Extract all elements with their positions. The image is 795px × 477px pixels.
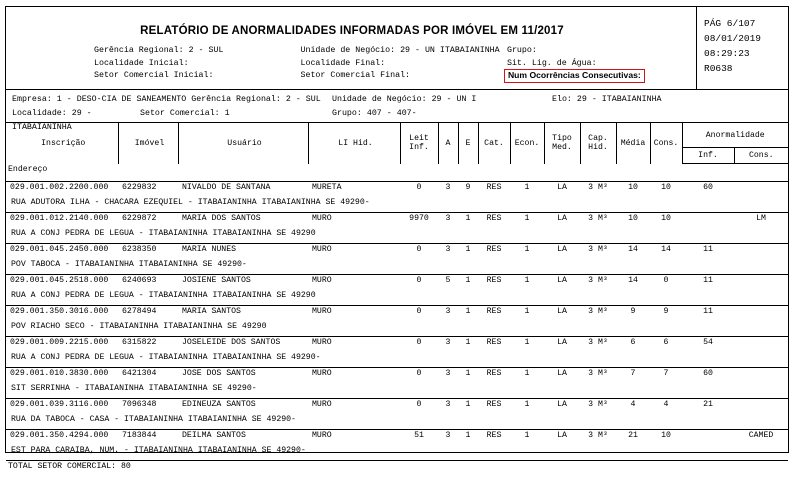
cell-anom-cons: [734, 399, 788, 415]
field-setor-comercial-final: Setor Comercial Final:: [300, 70, 506, 84]
cell-anom-inf: 11: [682, 244, 734, 260]
cell-imovel: 6229872: [118, 213, 178, 229]
col-anormalidade-inf: Inf.: [682, 148, 734, 164]
cell-tipo-med: LA: [544, 430, 580, 446]
cell-anom-inf: [682, 430, 734, 446]
report-frame: [5, 6, 789, 453]
cell-tipo-med: LA: [544, 275, 580, 291]
cell-cat: RES: [478, 306, 510, 322]
cell-econ: 1: [510, 399, 544, 415]
cell-cat: RES: [478, 337, 510, 353]
cell-a: 5: [438, 275, 458, 291]
table-row[interactable]: [6, 213, 788, 229]
cell-media: 14: [616, 244, 650, 260]
cell-anom-inf: 21: [682, 399, 734, 415]
cell-usuario: JOSIENE SANTOS: [178, 275, 308, 291]
subheader-empresa-gerencia: [12, 93, 332, 107]
cell-cat: RES: [478, 275, 510, 291]
cell-anom-inf: [682, 213, 734, 229]
cell-cat: RES: [478, 368, 510, 384]
report-header: [6, 7, 788, 90]
cell-a: 3: [438, 368, 458, 384]
col-leit-inf-line1: Leit Inf.: [403, 134, 436, 152]
cell-inscricao: 029.001.009.2215.000: [6, 337, 118, 353]
cell-cat: RES: [478, 430, 510, 446]
cell-anom-cons: CAMED: [734, 430, 788, 446]
cell-leit-inf: 0: [400, 244, 438, 260]
anomalies-table: [6, 123, 788, 477]
cell-a: 3: [438, 430, 458, 446]
cell-cons: 7: [650, 368, 682, 384]
cell-li-hid: MURETA: [308, 182, 400, 198]
cell-li-hid: MURO: [308, 337, 400, 353]
field-localidade-inicial: Localidade Inicial:: [94, 58, 300, 71]
cell-cap-hid: 3 M³: [580, 213, 616, 229]
cell-endereco: RUA A CONJ PEDRA DE LEGUA - ITABAIANINHA ITABAIANINHA SE 49290: [6, 290, 788, 306]
cell-usuario: JOSE DOS SANTOS: [178, 368, 308, 384]
subheader-empresa: Empresa: 1 - DESO-CIA DE SANEAMENTO: [12, 95, 186, 104]
field-num-ocorrencias-consecutivas-highlight: Num Ocorrências Consecutivas:: [504, 69, 645, 83]
cell-inscricao: 029.001.012.2140.000: [6, 213, 118, 229]
cell-e: 1: [458, 337, 478, 353]
cell-anom-inf: 11: [682, 306, 734, 322]
cell-econ: 1: [510, 337, 544, 353]
cell-endereco: RUA DA TABOCA - CASA - ITABAIANINHA ITABAIANINHA SE 49290-: [6, 414, 788, 430]
cell-cat: RES: [478, 213, 510, 229]
col-imovel: Imóvel: [118, 123, 178, 164]
cell-leit-inf: 9970: [400, 213, 438, 229]
table-row-address: [6, 197, 788, 213]
cell-usuario: EDINEUZA SANTOS: [178, 399, 308, 415]
table-row-address: [6, 321, 788, 337]
cell-usuario: MARIA NUNES: [178, 244, 308, 260]
table-header-endereco-row: [6, 164, 788, 182]
cell-cap-hid: 3 M³: [580, 244, 616, 260]
table-row[interactable]: [6, 399, 788, 415]
cell-endereco: RUA A CONJ PEDRA DE LEGUA - ITABAIANINHA ITABAIANINHA SE 49290-: [6, 352, 788, 368]
cell-a: 3: [438, 244, 458, 260]
cell-tipo-med: LA: [544, 306, 580, 322]
table-row[interactable]: [6, 306, 788, 322]
cell-e: 1: [458, 244, 478, 260]
cell-anom-inf: 60: [682, 368, 734, 384]
cell-anom-cons: LM: [734, 213, 788, 229]
cell-media: 14: [616, 275, 650, 291]
cell-li-hid: MURO: [308, 399, 400, 415]
table-row-address: [6, 290, 788, 306]
cell-leit-inf: 0: [400, 306, 438, 322]
field-gerencia-regional: Gerência Regional: 2 - SUL: [94, 45, 300, 58]
cell-imovel: 6238350: [118, 244, 178, 260]
cell-econ: 1: [510, 275, 544, 291]
col-e: E: [458, 123, 478, 164]
cell-econ: 1: [510, 182, 544, 198]
cell-li-hid: MURO: [308, 306, 400, 322]
table-row[interactable]: [6, 275, 788, 291]
cell-econ: 1: [510, 368, 544, 384]
cell-li-hid: MURO: [308, 368, 400, 384]
cell-e: 1: [458, 306, 478, 322]
cell-imovel: 6278494: [118, 306, 178, 322]
cell-imovel: 6421304: [118, 368, 178, 384]
cell-a: 3: [438, 306, 458, 322]
cell-e: 1: [458, 275, 478, 291]
cell-anom-inf: 54: [682, 337, 734, 353]
cell-anom-inf: 11: [682, 275, 734, 291]
subheader-grupo: Grupo: 407 - 407-: [332, 107, 532, 135]
cell-endereco: POV TABOCA - ITABAIANINHA ITABAIANINHA SE 49290-: [6, 259, 788, 275]
table-row-address: [6, 445, 788, 461]
cell-cap-hid: 3 M³: [580, 399, 616, 415]
cell-cons: 10: [650, 430, 682, 446]
report-code: R0638: [704, 61, 788, 76]
cell-cap-hid: 3 M³: [580, 430, 616, 446]
cell-cons: 10: [650, 213, 682, 229]
cell-tipo-med: LA: [544, 368, 580, 384]
header-meta-box: [696, 7, 788, 89]
cell-cons: 6: [650, 337, 682, 353]
cell-cons: 14: [650, 244, 682, 260]
cell-cons: 9: [650, 306, 682, 322]
cell-endereco: POV RIACHO SECO - ITABAIANINHA ITABAIANINHA SE 49290: [6, 321, 788, 337]
cell-e: 1: [458, 368, 478, 384]
page-number: PÁG 6/107: [704, 16, 788, 31]
col-anormalidade-cons: Cons.: [734, 148, 788, 164]
cell-e: 1: [458, 430, 478, 446]
col-tipo-med: Tipo Med.: [544, 123, 580, 164]
report-time: 08:29:23: [704, 46, 788, 61]
cell-a: 3: [438, 399, 458, 415]
cell-anom-cons: [734, 275, 788, 291]
cell-li-hid: MURO: [308, 244, 400, 260]
col-cap-hid: Cap. Hid.: [580, 123, 616, 164]
cell-tipo-med: LA: [544, 337, 580, 353]
cell-cons: 4: [650, 399, 682, 415]
cell-econ: 1: [510, 244, 544, 260]
subheader-elo: Elo: 29 - ITABAIANINHA: [552, 93, 752, 107]
field-unidade-negocio: Unidade de Negócio: 29 - UN ITABAIANINHA: [300, 45, 506, 58]
report-subheader: [6, 90, 788, 123]
cell-imovel: 7096348: [118, 399, 178, 415]
cell-anom-cons: [734, 368, 788, 384]
cell-usuario: JOSELEIDE DOS SANTOS: [178, 337, 308, 353]
field-grupo: Grupo:: [507, 45, 693, 58]
cell-e: 9: [458, 182, 478, 198]
cell-cap-hid: 3 M³: [580, 368, 616, 384]
cell-tipo-med: LA: [544, 244, 580, 260]
cell-econ: 1: [510, 213, 544, 229]
col-cat: Cat.: [478, 123, 510, 164]
col-usuario: Usuário: [178, 123, 308, 164]
cell-anom-cons: [734, 244, 788, 260]
table-row[interactable]: [6, 430, 788, 446]
cell-usuario: NIVALDO DE SANTANA: [178, 182, 308, 198]
cell-media: 9: [616, 306, 650, 322]
subheader-unidade-negocio: Unidade de Negócio: 29 - UN I: [332, 93, 552, 107]
cell-a: 3: [438, 213, 458, 229]
subheader-setor-comercial: Setor Comercial: 1: [140, 107, 332, 135]
col-econ: Econ.: [510, 123, 544, 164]
cell-li-hid: MURO: [308, 430, 400, 446]
cell-usuario: MARIA DOS SANTOS: [178, 213, 308, 229]
header-filter-fields: [6, 45, 693, 84]
field-sit-lig-agua: Sit. Lig. de Água:: [507, 58, 693, 71]
cell-imovel: 6229832: [118, 182, 178, 198]
col-inscricao: Inscrição: [6, 123, 118, 164]
cell-leit-inf: 0: [400, 368, 438, 384]
cell-media: 21: [616, 430, 650, 446]
cell-econ: 1: [510, 430, 544, 446]
cell-inscricao: 029.001.010.3830.000: [6, 368, 118, 384]
table-row-address: [6, 414, 788, 430]
cell-tipo-med: LA: [544, 213, 580, 229]
cell-a: 3: [438, 337, 458, 353]
cell-cat: RES: [478, 399, 510, 415]
subheader-localidade: Localidade: 29 - ITABAIANINHA: [12, 107, 140, 135]
cell-media: 6: [616, 337, 650, 353]
cell-cat: RES: [478, 182, 510, 198]
cell-media: 7: [616, 368, 650, 384]
cell-leit-inf: 0: [400, 182, 438, 198]
table-row-address: [6, 383, 788, 399]
field-setor-comercial-inicial: Setor Comercial Inicial:: [94, 70, 300, 84]
cell-econ: 1: [510, 306, 544, 322]
col-li-hid: LI Hid.: [308, 123, 400, 164]
page-title: RELATÓRIO DE ANORMALIDADES INFORMADAS POR IMÓVEL EM 11/2017: [6, 25, 788, 37]
col-media: Média: [616, 123, 650, 164]
cell-leit-inf: 0: [400, 275, 438, 291]
cell-endereco: SIT SERRINHA - ITABAIANINHA ITABAIANINHA SE 49290-: [6, 383, 788, 399]
table-row-address: [6, 352, 788, 368]
cell-cap-hid: 3 M³: [580, 337, 616, 353]
col-cons: Cons.: [650, 123, 682, 164]
cell-usuario: MARIA SANTOS: [178, 306, 308, 322]
cell-cons: 0: [650, 275, 682, 291]
col-a: A: [438, 123, 458, 164]
cell-cap-hid: 3 M³: [580, 306, 616, 322]
cell-leit-inf: 51: [400, 430, 438, 446]
cell-anom-cons: [734, 182, 788, 198]
cell-endereco: RUA A CONJ PEDRA DE LEGUA - ITABAIANINHA ITABAIANINHA SE 49290: [6, 228, 788, 244]
cell-anom-cons: [734, 306, 788, 322]
cell-cat: RES: [478, 244, 510, 260]
cell-cons: 10: [650, 182, 682, 198]
cell-inscricao: 029.001.002.2200.000: [6, 182, 118, 198]
cell-leit-inf: 0: [400, 399, 438, 415]
cell-inscricao: 029.001.045.2518.000: [6, 275, 118, 291]
cell-anom-inf: 60: [682, 182, 734, 198]
table-row-address: [6, 228, 788, 244]
cell-imovel: 6240693: [118, 275, 178, 291]
cell-inscricao: 029.001.045.2450.000: [6, 244, 118, 260]
cell-tipo-med: LA: [544, 182, 580, 198]
col-anormalidade: Anormalidade: [682, 123, 788, 148]
table-total-row: [6, 461, 788, 477]
total-setor-comercial: TOTAL SETOR COMERCIAL: 80: [6, 461, 788, 477]
cell-cap-hid: 3 M³: [580, 275, 616, 291]
cell-endereco: RUA ADUTORA ILHA - CHACARA EZEQUIEL - ITABAIANINHA ITABAIANINHA SE 49290-: [6, 197, 788, 213]
cell-media: 4: [616, 399, 650, 415]
cell-tipo-med: LA: [544, 399, 580, 415]
table-row[interactable]: [6, 368, 788, 384]
cell-leit-inf: 0: [400, 337, 438, 353]
table-row[interactable]: [6, 182, 788, 198]
cell-cap-hid: 3 M³: [580, 182, 616, 198]
cell-e: 1: [458, 399, 478, 415]
cell-imovel: 7183844: [118, 430, 178, 446]
cell-media: 10: [616, 182, 650, 198]
cell-li-hid: MURO: [308, 275, 400, 291]
table-row[interactable]: [6, 244, 788, 260]
cell-inscricao: 029.001.350.3016.000: [6, 306, 118, 322]
cell-li-hid: MURO: [308, 213, 400, 229]
cell-media: 10: [616, 213, 650, 229]
cell-inscricao: 029.001.350.4294.000: [6, 430, 118, 446]
table-body: [6, 182, 788, 477]
cell-inscricao: 029.001.039.3116.000: [6, 399, 118, 415]
table-row[interactable]: [6, 337, 788, 353]
cell-a: 3: [438, 182, 458, 198]
cell-imovel: 6315822: [118, 337, 178, 353]
col-endereco: Endereço: [6, 164, 788, 182]
field-localidade-final: Localidade Final:: [300, 58, 506, 71]
cell-anom-cons: [734, 337, 788, 353]
table-row-address: [6, 259, 788, 275]
subheader-gerencia-regional: Gerência Regional: 2 - SUL: [191, 95, 320, 104]
cell-endereco: EST PARA CARAIBA, NUM. - ITABAIANINHA ITABAIANINHA SE 49290-: [6, 445, 788, 461]
cell-usuario: DEILMA SANTOS: [178, 430, 308, 446]
report-date: 08/01/2019: [704, 31, 788, 46]
cell-e: 1: [458, 213, 478, 229]
